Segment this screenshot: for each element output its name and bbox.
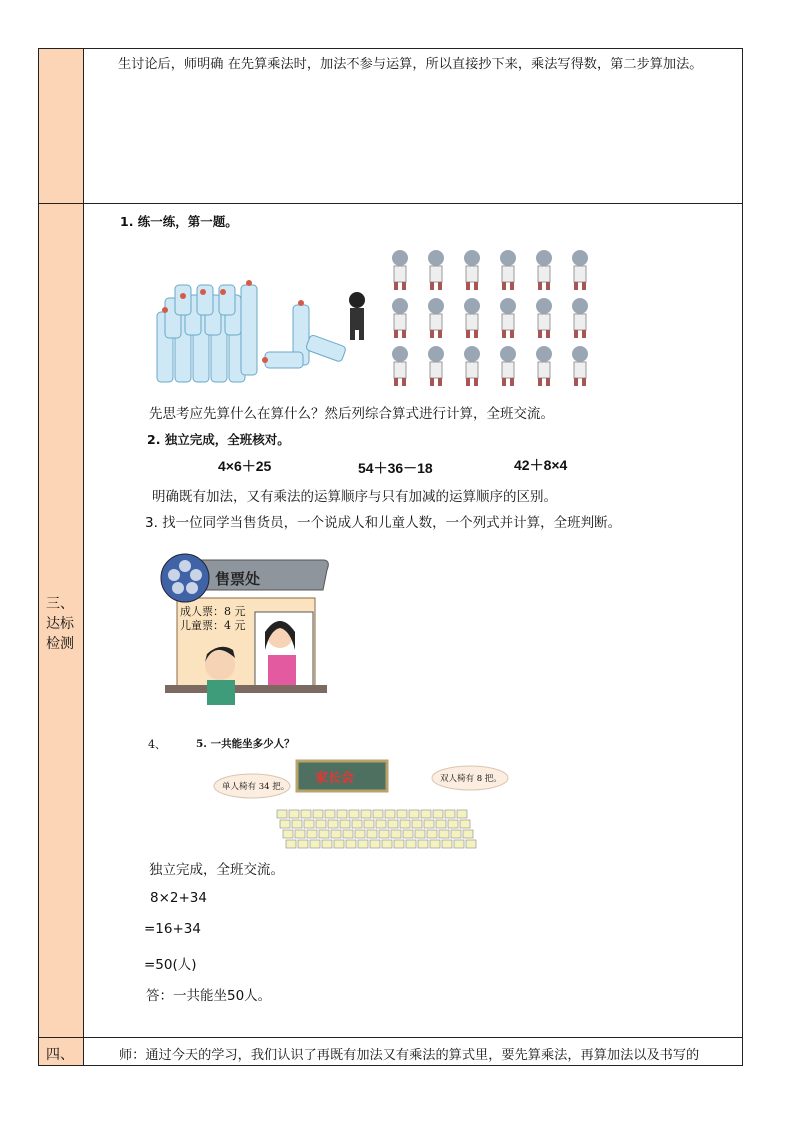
bubble-left: 单人椅有 34 把。 (222, 782, 290, 792)
chair-icon (340, 820, 350, 828)
chair-icon (307, 830, 317, 838)
chair-icon (448, 820, 458, 828)
chair-icon (394, 840, 404, 848)
ninja-icon (349, 292, 365, 340)
figure-icon (500, 250, 516, 290)
figure-icon (464, 250, 480, 290)
chair-icon (403, 830, 413, 838)
q5-title: 5. 一共能坐多少人？ (196, 738, 295, 750)
chair-icon (400, 820, 410, 828)
chair-icon (466, 840, 476, 848)
chair-icon (301, 810, 311, 818)
chair-icon (436, 820, 446, 828)
chair-icon (346, 840, 356, 848)
label-line: 达标 (46, 616, 74, 632)
chair-icon (328, 820, 338, 828)
chair-icon (289, 810, 299, 818)
figure-icon (572, 298, 588, 338)
figure-icon (536, 298, 552, 338)
figure-icon (500, 298, 516, 338)
chair-icon (445, 810, 455, 818)
chair-icon (292, 820, 302, 828)
chair-icon (316, 820, 326, 828)
expression-1: 4×6＋25 (218, 458, 272, 474)
label-line: 检测 (46, 636, 74, 652)
chair-icon (415, 830, 425, 838)
chair-icon (430, 840, 440, 848)
chair-icon (277, 810, 287, 818)
bubble-right: 双人椅有 8 把。 (440, 774, 502, 784)
chair-icon (427, 830, 437, 838)
row-divider (38, 203, 743, 204)
row-divider (38, 1037, 743, 1038)
answer: 答：一共能坐50人。 (146, 988, 272, 1004)
chair-icon (451, 830, 461, 838)
figure-icon (392, 298, 408, 338)
chair-icon (376, 820, 386, 828)
bottles-and-figures-illustration (145, 240, 615, 390)
chair-icon (358, 840, 368, 848)
section-label-4: 四、 (46, 1047, 74, 1063)
solution-line-3: =50(人) (144, 957, 197, 973)
solution-line-1: 8×2+34 (150, 890, 207, 906)
ticket-sign: 售票处 (215, 570, 261, 588)
chair-icon (406, 840, 416, 848)
label-line: 三、 (46, 596, 74, 612)
chair-icon (331, 830, 341, 838)
chair-icon (310, 840, 320, 848)
figure-icon (500, 346, 516, 386)
chair-icon (412, 820, 422, 828)
q4-label: 4、 (148, 738, 166, 751)
bottles-icon (157, 280, 347, 382)
summary-text: 师：通过今天的学习，我们认识了再既有加法又有乘法的算式里，要先算乘法，再算加法以及书写的 (119, 1048, 700, 1063)
q1-title: 1. 练一练，第一题。 (120, 214, 238, 229)
chair-icon (457, 810, 467, 818)
chair-icon (286, 840, 296, 848)
q5-instruction: 独立完成，全班交流。 (149, 862, 284, 878)
figure-icon (428, 250, 444, 290)
chair-icon (283, 830, 293, 838)
chair-icon (391, 830, 401, 838)
solution-line-2: =16+34 (144, 921, 201, 937)
expression-3: 42＋8×4 (514, 457, 568, 473)
chair-icon (349, 810, 359, 818)
chair-icon (280, 820, 290, 828)
ticket-prices (180, 605, 246, 633)
chair-icon (322, 840, 332, 848)
discussion-text: 生讨论后，师明确 在先算乘法时，加法不参与运算，所以直接抄下来，乘法写得数，第二步算加法。 (118, 57, 703, 72)
chair-icon (379, 830, 389, 838)
figure-icon (428, 298, 444, 338)
figure-icon (392, 250, 408, 290)
chair-icon (439, 830, 449, 838)
chair-icon (373, 810, 383, 818)
chair-icon (304, 820, 314, 828)
figure-icon (536, 346, 552, 386)
chair-icon (352, 820, 362, 828)
figure-icon (572, 346, 588, 386)
figure-icon (392, 346, 408, 386)
chair-icon (361, 810, 371, 818)
q3-text: 3. 找一位同学当售货员，一个说成人和儿童人数，一个列式并计算，全班判断。 (145, 515, 622, 531)
expression-2: 54＋36－18 (358, 460, 433, 476)
chair-icon (397, 810, 407, 818)
figure-icon (464, 298, 480, 338)
section-label-3 (46, 594, 74, 654)
figure-icon (572, 250, 588, 290)
chair-icon (364, 820, 374, 828)
chair-icon (454, 840, 464, 848)
figures-icon (392, 250, 588, 386)
ticket-booth-illustration (155, 550, 330, 720)
figure-icon (464, 346, 480, 386)
chair-icon (319, 830, 329, 838)
q1-hint: 先思考应先算什么在算什么？然后列综合算式进行计算，全班交流。 (149, 406, 554, 422)
chair-icon (298, 840, 308, 848)
chair-icon (325, 810, 335, 818)
chair-icon (460, 820, 470, 828)
chair-icon (418, 840, 428, 848)
chair-icon (295, 830, 305, 838)
chair-icon (385, 810, 395, 818)
q2-note: 明确既有加法，又有乘法的运算顺序与只有加减的运算顺序的区别。 (152, 489, 557, 505)
chair-icon (433, 810, 443, 818)
chair-icon (367, 830, 377, 838)
chair-icon (313, 810, 323, 818)
chair-icon (424, 820, 434, 828)
adult-price: 成人票：8 元 (180, 605, 246, 618)
chair-icon (388, 820, 398, 828)
child-price: 儿童票：4 元 (180, 619, 246, 632)
chair-icon (409, 810, 419, 818)
chair-icon (343, 830, 353, 838)
chair-icon (463, 830, 473, 838)
chair-icon (355, 830, 365, 838)
figure-icon (536, 250, 552, 290)
chairs-icon (277, 810, 476, 848)
chair-icon (334, 840, 344, 848)
chair-icon (370, 840, 380, 848)
lesson-table (38, 48, 743, 1066)
chair-icon (421, 810, 431, 818)
chair-icon (442, 840, 452, 848)
q2-title: 2. 独立完成，全班核对。 (147, 432, 290, 447)
chair-icon (337, 810, 347, 818)
figure-icon (428, 346, 444, 386)
board-text: 家长会 (315, 771, 355, 786)
parents-meeting-illustration (212, 758, 532, 858)
chair-icon (382, 840, 392, 848)
